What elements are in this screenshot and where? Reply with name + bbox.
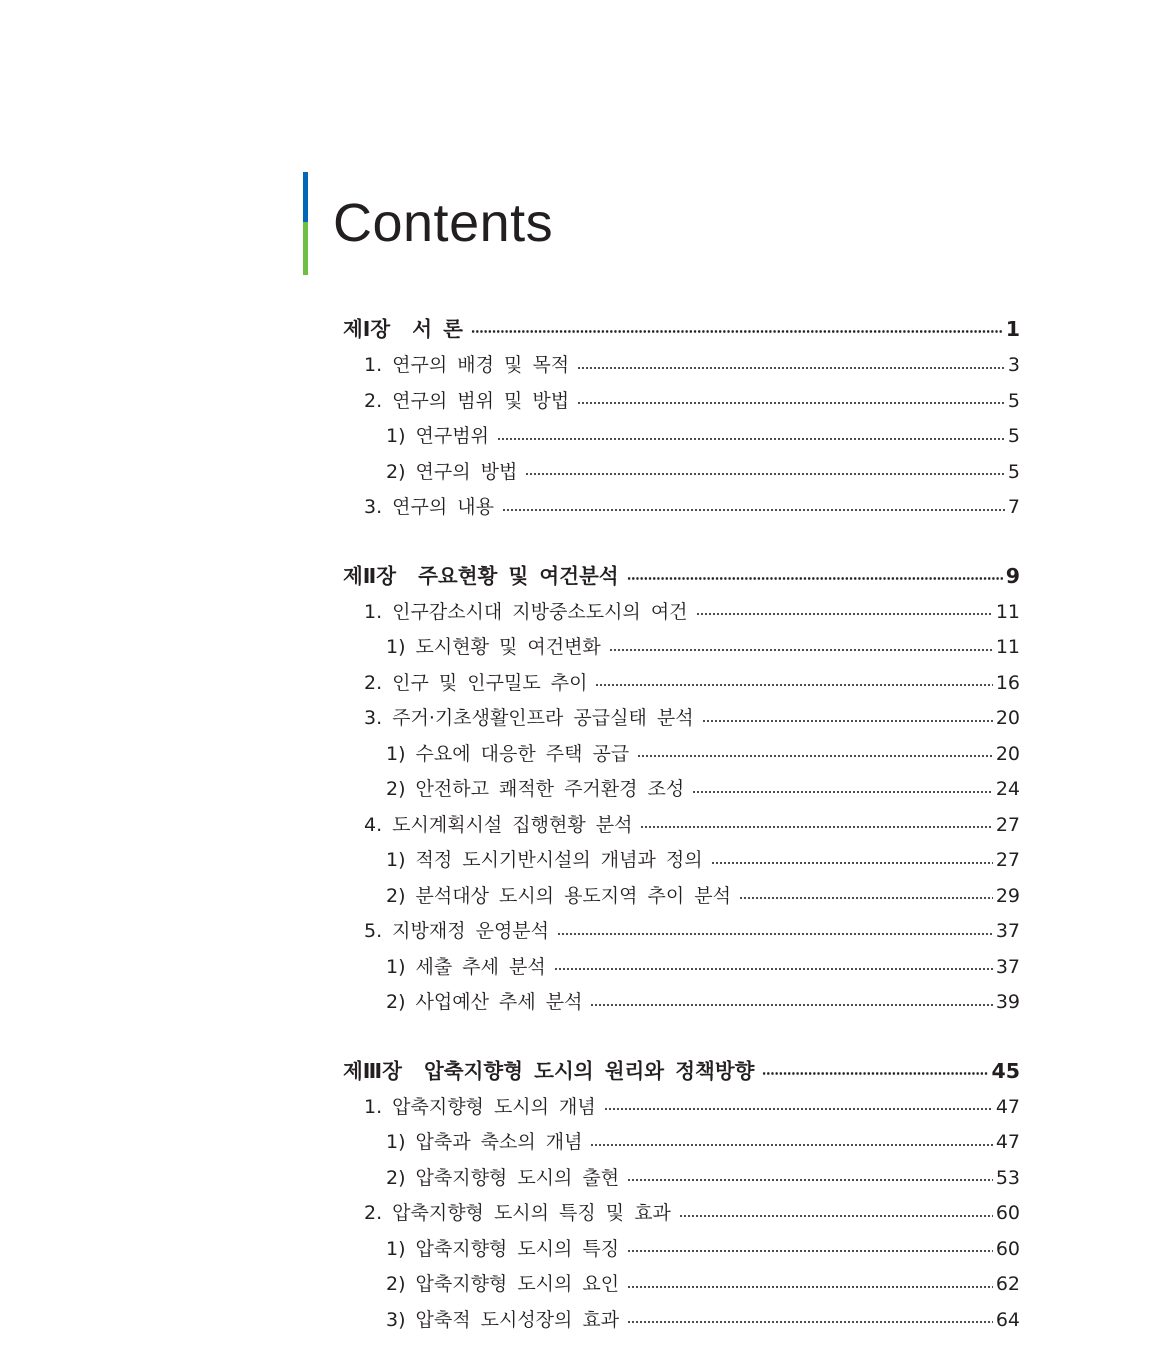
toc-entry-number: 4. [364,813,383,836]
toc-entry-number: 제Ⅰ장 [343,317,391,341]
toc-entry-title: 적정 도시기반시설의 개념과 정의 [415,849,703,871]
toc-entry-number: 2) [386,991,406,1013]
toc-page-number: 7 [1007,496,1020,518]
toc-entry-row[interactable] [343,701,1020,737]
toc-page-number: 39 [995,991,1020,1013]
toc-entry-number: 제Ⅱ장 [343,563,397,588]
toc-entry-number: 제Ⅲ장 [343,1058,402,1083]
toc-entry-number: 1. [364,600,383,623]
toc-entry-row[interactable] [343,1196,1020,1232]
dot-leader [696,613,993,615]
toc-entry-title: 수요에 대응한 주택 공급 [415,742,630,765]
toc-entry-row[interactable] [343,595,1020,631]
toc-entry-row[interactable] [343,490,1020,526]
toc-entry-row[interactable] [343,419,1020,455]
toc-page-number: 27 [995,813,1020,836]
toc-entry-number: 1) [386,425,406,447]
dot-leader [627,1179,993,1181]
toc-entry-row[interactable] [343,666,1020,702]
toc-entry-number: 2. [364,389,383,412]
toc-chapter-row[interactable] [343,558,1020,595]
chapter-block [343,311,1020,526]
toc-entry-title: 도시계획시설 집행현황 분석 [392,813,633,836]
toc-entry-row[interactable] [343,1303,1020,1339]
toc-entry-number: 1) [386,742,406,765]
dot-leader [595,684,992,686]
toc-page-number: 1 [1005,317,1020,341]
toc-entry-row[interactable] [343,455,1020,491]
toc-page-number: 37 [995,920,1020,942]
toc-chapter-row[interactable] [343,1053,1020,1090]
toc-entry-row[interactable] [343,808,1020,844]
toc-page-number: 3 [1007,354,1020,376]
dot-leader [702,720,993,722]
toc-entry-row[interactable] [343,1125,1020,1161]
toc-entry-number: 2. [364,671,383,694]
toc-entry-title: 인구 및 인구밀도 추이 [392,671,588,694]
toc-page-number: 24 [995,778,1020,800]
toc-entry-title: 사업예산 추세 분석 [415,991,583,1013]
toc-entry-title: 압축지향형 도시의 요인 [415,1273,620,1295]
toc-entry-number: 2) [386,778,406,800]
toc-page-number: 27 [995,849,1020,871]
toc-entry-row[interactable] [343,1232,1020,1268]
toc-entry-number: 2) [386,884,406,907]
toc-page-number: 5 [1007,425,1020,447]
toc-entry-title: 안전하고 쾌적한 주거환경 조성 [415,778,685,800]
chapter-block [343,1053,1020,1339]
toc-entry-number: 2) [386,1166,406,1189]
toc-page-number: 5 [1007,389,1020,412]
toc-entry-title: 도시현황 및 여건변화 [415,636,601,658]
toc-entry-row[interactable] [343,384,1020,420]
dot-leader [627,1286,993,1288]
toc-entry-row[interactable] [343,772,1020,808]
toc-entry-title: 압축지향형 도시의 특징 및 효과 [392,1202,671,1224]
toc-entry-number: 1. [364,354,383,376]
dot-leader [554,968,993,970]
toc-page-number: 20 [995,707,1020,729]
dot-leader [679,1215,993,1217]
dot-leader [577,402,1005,404]
dot-leader [604,1108,993,1110]
toc-page-number: 62 [995,1273,1020,1295]
toc-entry-row[interactable] [343,1161,1020,1197]
toc-entry-title: 인구감소시대 지방중소도시의 여건 [392,600,688,623]
toc-page-number: 9 [1005,563,1020,588]
dot-leader [557,933,993,935]
toc-entry-number: 1. [364,1095,383,1118]
toc-entry-title: 압축적 도시성장의 효과 [415,1308,620,1331]
toc-entry-number: 3) [386,1308,406,1331]
dot-leader [627,1250,993,1252]
dot-leader [590,1144,992,1146]
toc-entry-number: 2) [386,460,406,483]
dot-leader [640,826,992,828]
toc-page-number: 47 [995,1131,1020,1153]
toc-entry-row[interactable] [343,879,1020,915]
page-title: Contents [333,193,554,253]
dot-leader [590,1004,992,1006]
toc-entry-number: 1) [386,849,406,871]
dot-leader [577,367,1005,369]
toc-entry-number: 5. [364,920,383,942]
dot-leader [739,897,993,899]
toc-entry-number: 2) [386,1273,406,1295]
toc-entry-title: 압축과 축소의 개념 [415,1131,583,1153]
toc-entry-number: 1) [386,1131,406,1153]
toc-entry-row[interactable] [343,737,1020,773]
toc-page-number: 29 [995,884,1020,907]
toc-page-number: 16 [995,671,1020,694]
toc-page-number: 60 [995,1202,1020,1224]
toc-page-number: 37 [995,955,1020,978]
dot-leader [525,473,1005,475]
toc-entry-title: 연구의 내용 [392,496,494,518]
toc-entry-number: 1) [386,955,406,978]
toc-entry-title: 세출 추세 분석 [415,955,546,978]
toc-entry-title: 압축지향형 도시의 출현 [415,1166,620,1189]
dot-leader [762,1072,988,1075]
toc-entry-row[interactable] [343,843,1020,879]
toc-entry-number: 1) [386,1237,406,1260]
dot-leader [497,438,1005,440]
toc-entry-row[interactable] [343,348,1020,384]
toc-entry-row[interactable] [343,630,1020,666]
dot-leader [502,509,1005,511]
toc-page-number: 64 [995,1308,1020,1331]
toc-entry-title: 연구의 범위 및 방법 [392,389,570,412]
toc-entry-title: 주거·기초생활인프라 공급실태 분석 [392,707,694,729]
dot-leader [627,1321,993,1323]
toc-entry-row[interactable] [343,985,1020,1021]
toc-entry-number: 3. [364,496,383,518]
toc-entry-title: 분석대상 도시의 용도지역 추이 분석 [415,884,731,907]
toc-entry-number: 3. [364,707,383,729]
toc-entry-title: 지방재정 운영분석 [392,920,550,942]
dot-leader [711,862,993,864]
toc-page-number: 60 [995,1237,1020,1260]
toc-entry-title: 압축지향형 도시의 특징 [415,1237,620,1260]
toc-entry-row[interactable] [343,1267,1020,1303]
toc-entry-title: 연구의 방법 [415,460,518,483]
toc-entry-row[interactable] [343,950,1020,986]
toc-entry-title: 연구의 배경 및 목적 [392,354,570,376]
dot-leader [692,791,993,793]
toc-page-number: 45 [991,1058,1020,1083]
toc-entry-title: 연구범위 [415,425,489,447]
toc-entry-row[interactable] [343,1090,1020,1126]
toc-page-number: 53 [995,1166,1020,1189]
toc-page-number: 5 [1007,460,1020,483]
toc-page-number: 20 [995,742,1020,765]
dot-leader [627,577,1003,580]
toc-entry-number: 1) [386,636,406,658]
dot-leader [637,755,993,757]
title-accent-bar-blue [303,172,308,222]
toc-page-number: 47 [995,1095,1020,1118]
toc-page-number: 11 [995,600,1020,623]
dot-leader [609,649,993,651]
chapter-block [343,558,1020,1021]
dot-leader [471,330,1003,333]
toc-entry-title: 압축지향형 도시의 원리와 정책방향 [424,1058,755,1083]
table-of-contents [343,311,1020,1370]
toc-entry-title: 서 론 [412,317,463,341]
toc-entry-title: 압축지향형 도시의 개념 [392,1095,596,1118]
toc-page-number: 11 [995,636,1020,658]
toc-entry-title: 주요현황 및 여건분석 [418,563,619,588]
title-accent-bar-green [303,222,308,275]
toc-entry-row[interactable] [343,914,1020,950]
toc-entry-number: 2. [364,1202,383,1224]
toc-chapter-row[interactable] [343,311,1020,348]
